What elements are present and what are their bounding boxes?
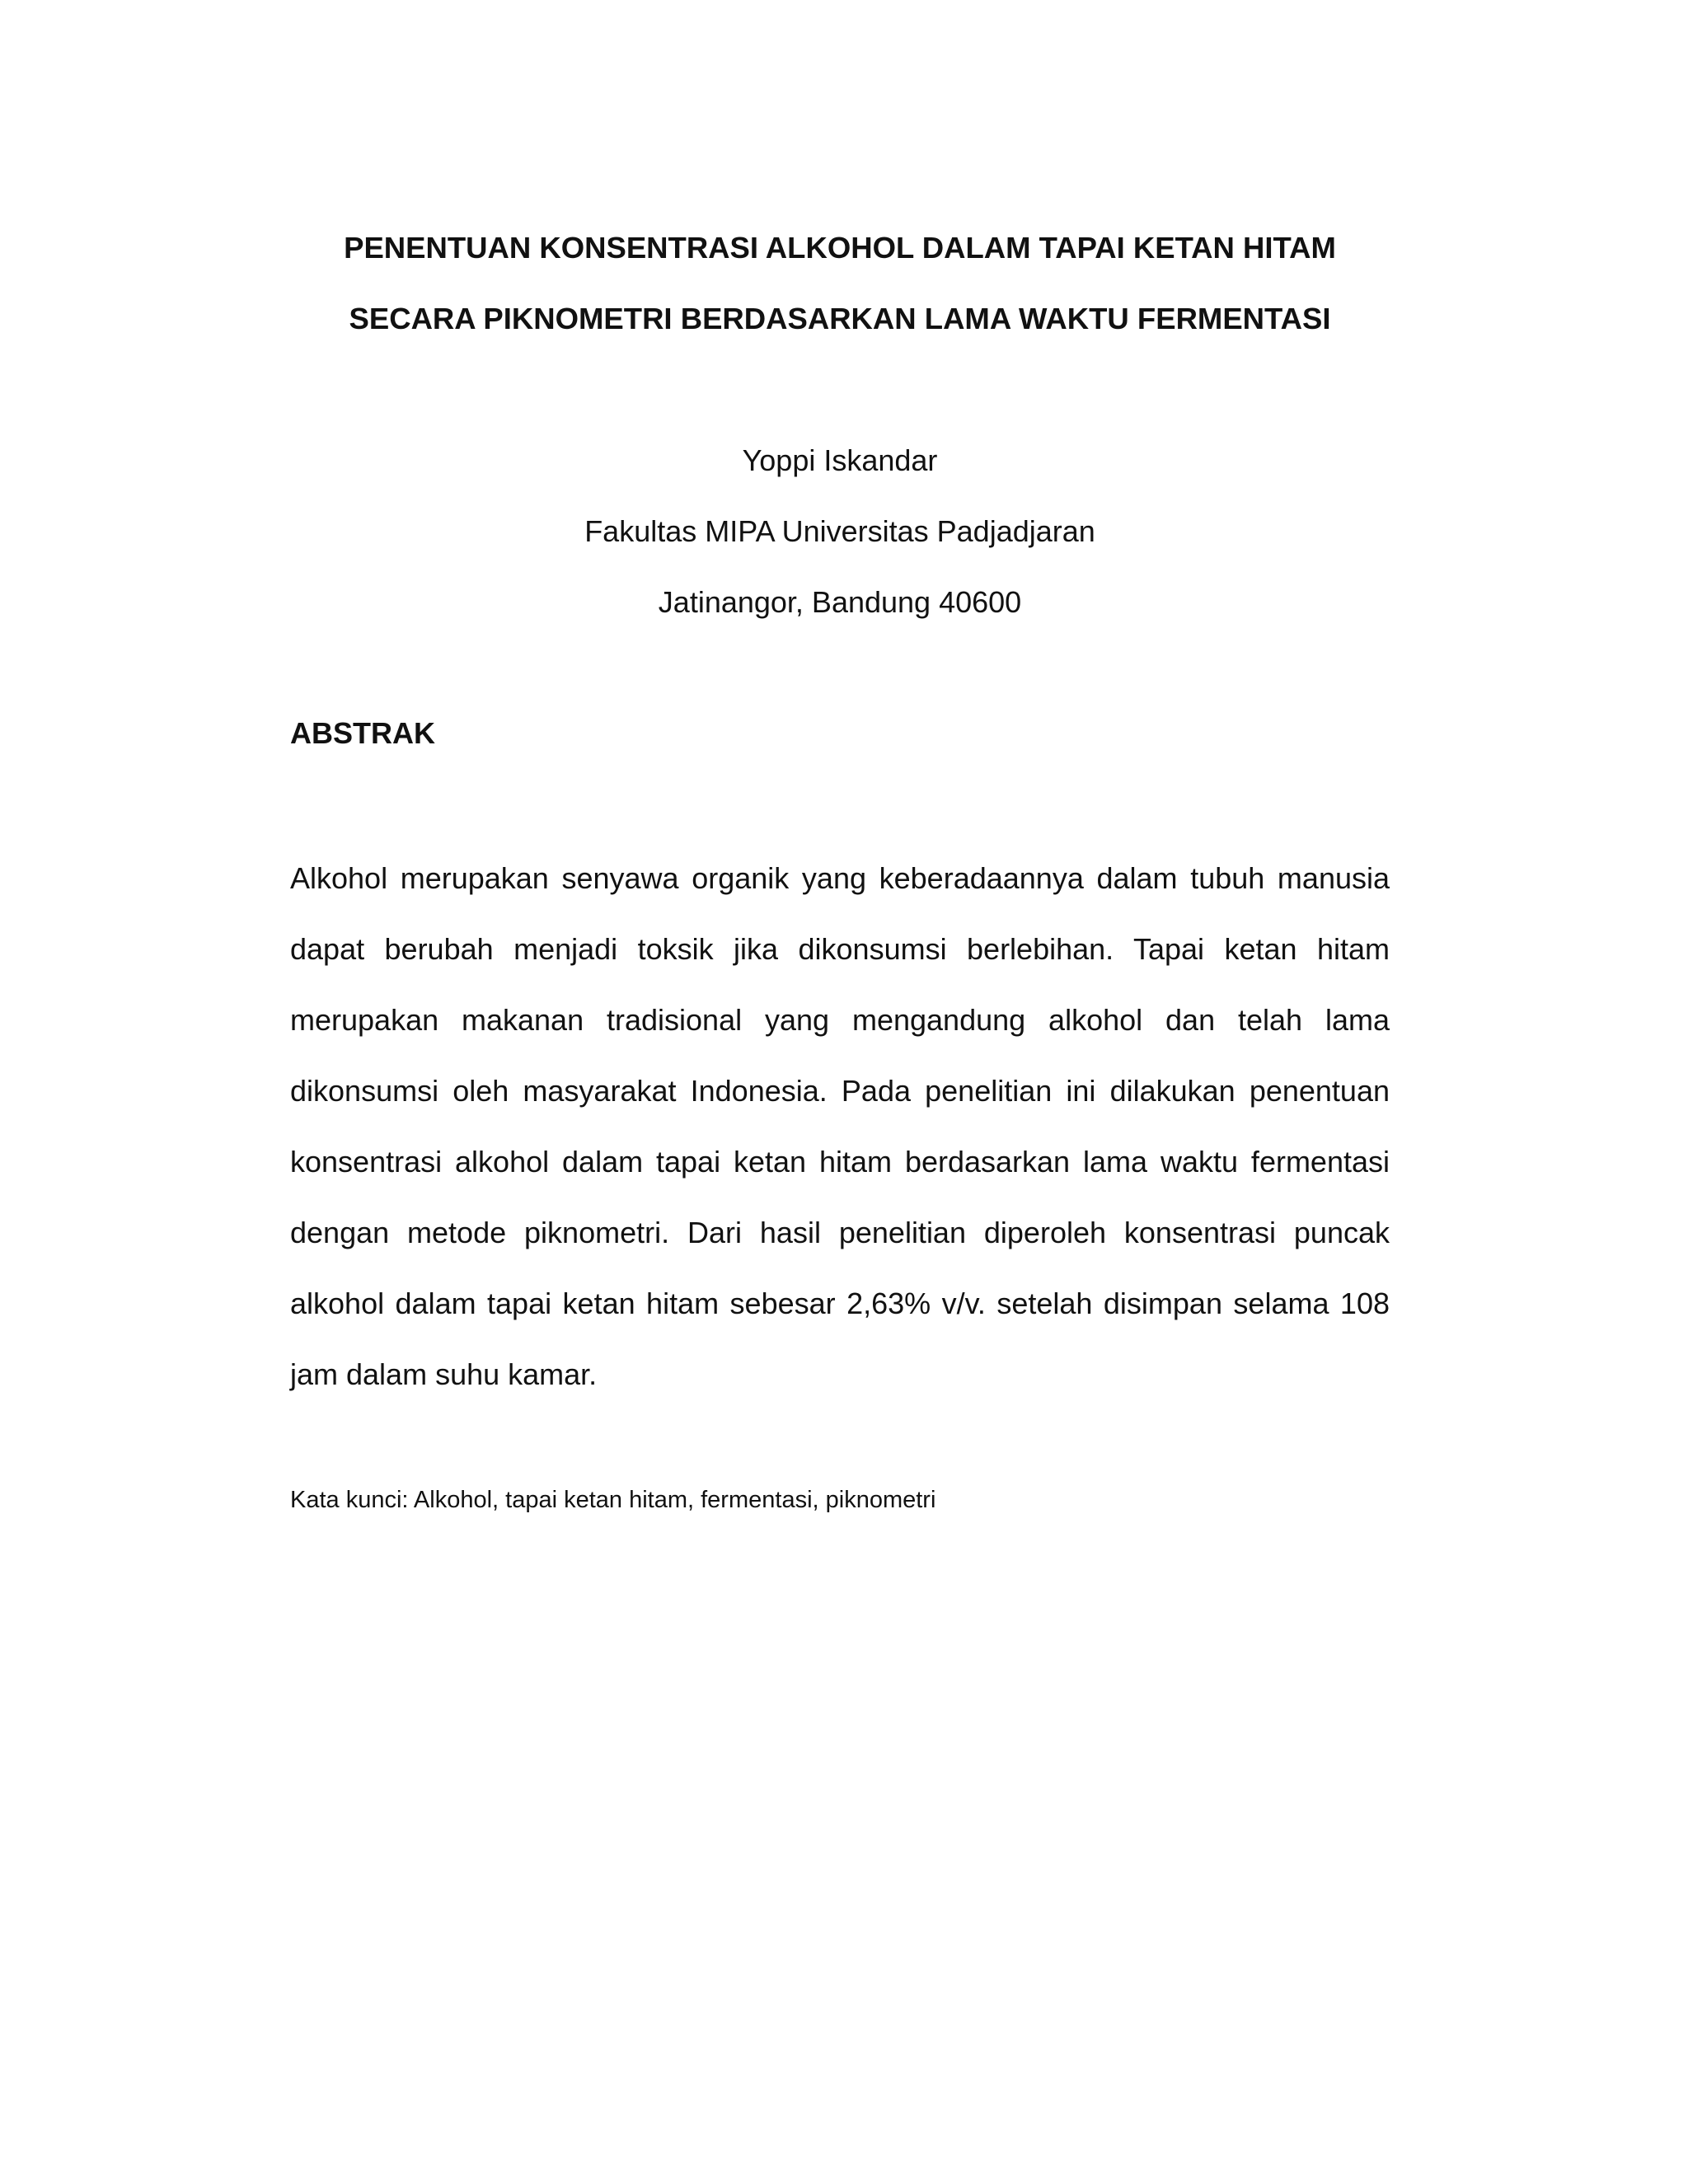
title-line-1: PENENTUAN KONSENTRASI ALKOHOL DALAM TAPAI KETAN HITAM [344, 231, 1336, 265]
author-affiliation: Fakultas MIPA Universitas Padjadjaran [584, 514, 1095, 548]
title-line-2: SECARA PIKNOMETRI BERDASARKAN LAMA WAKTU FERMENTASI [349, 302, 1331, 335]
author-info [290, 425, 1390, 638]
author-name: Yoppi Iskandar [742, 443, 938, 477]
author-address: Jatinangor, Bandung 40600 [658, 585, 1022, 619]
keywords: Kata kunci: Alkohol, tapai ketan hitam, fermentasi, piknometri [290, 1487, 936, 1513]
paper-title [290, 213, 1390, 354]
abstract-text: Alkohol merupakan senyawa organik yang keberadaannya dalam tubuh manusia dapat berubah menjadi toksik jika dikonsumsi berlebihan. Tapai ketan hitam merupakan makanan tradisional yang mengandung alkohol dan telah lama dikonsumsi oleh masyarakat Indonesia. Pada penelitian ini dilakukan penentuan konsentrasi alkohol dalam tapai ketan hitam berdasarkan lama waktu fermentasi dengan metode piknometri. Dari hasil penelitian diperoleh konsentrasi puncak alkohol dalam tapai ketan hitam sebesar 2,63% v/v. setelah disimpan selama 108 jam dalam suhu kamar. [290, 861, 1390, 1391]
abstract-heading: ABSTRAK [290, 716, 435, 750]
